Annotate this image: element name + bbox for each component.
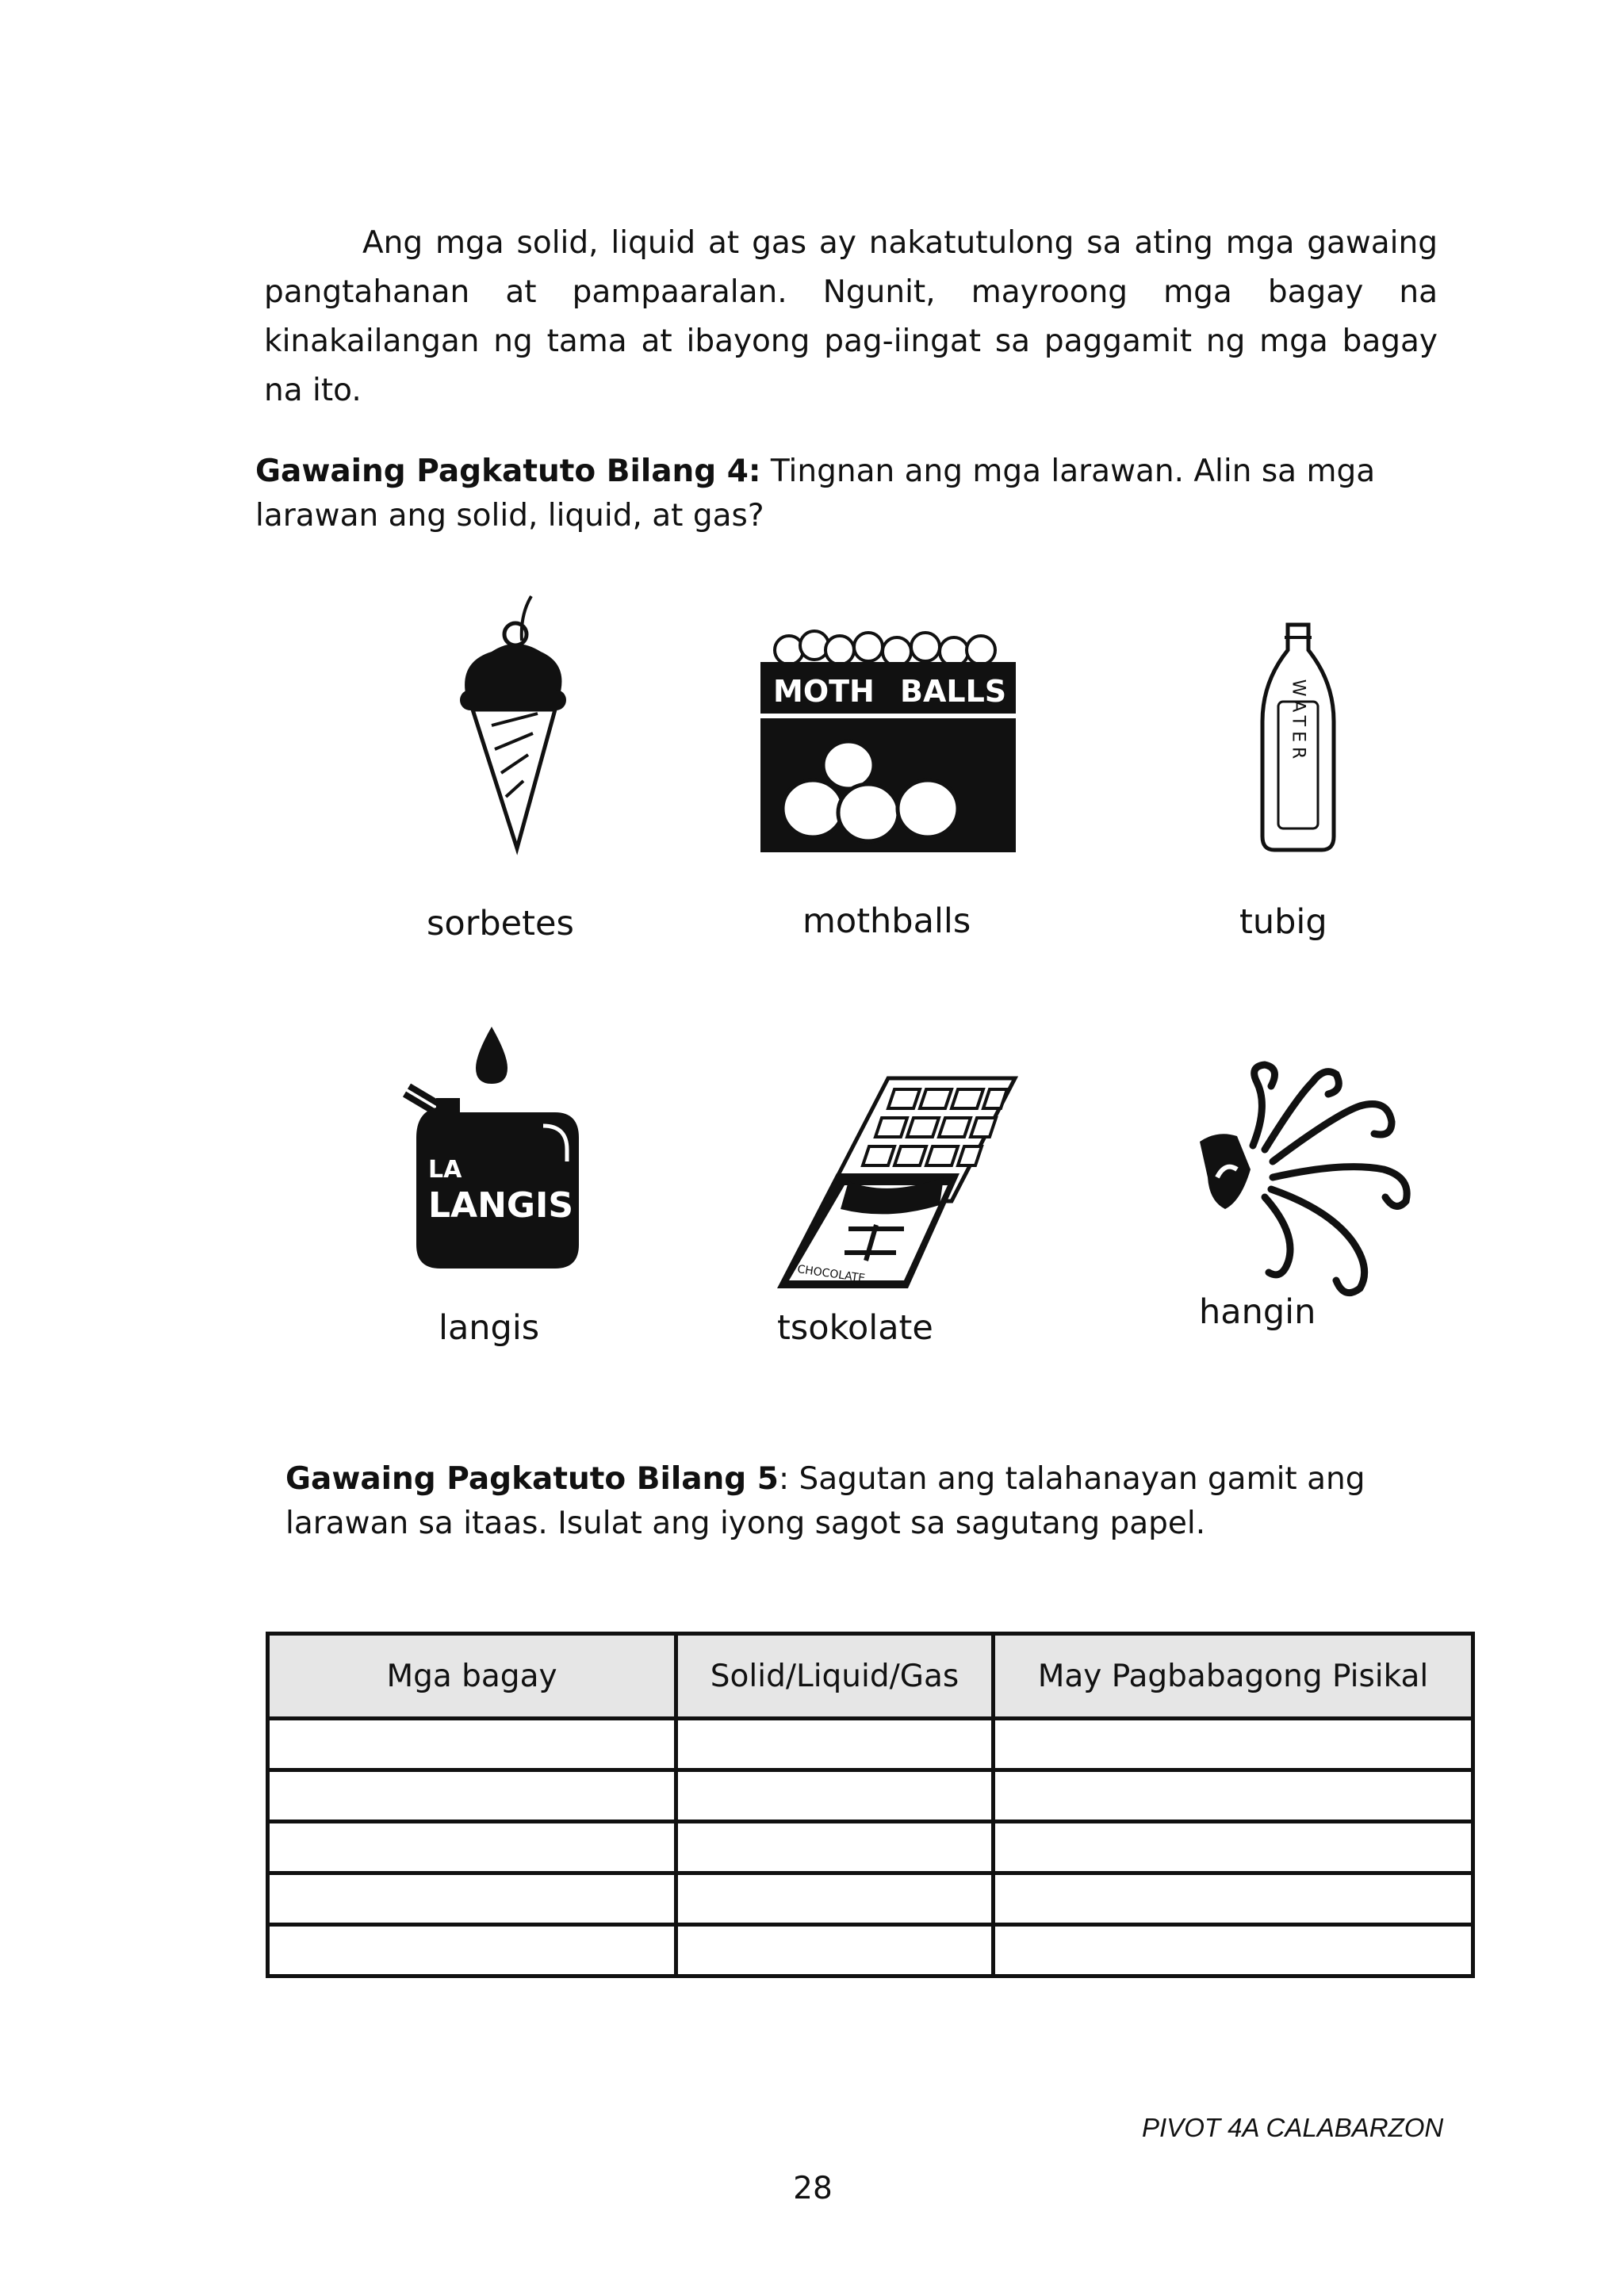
label-mothballs: mothballs (802, 901, 971, 941)
answer-table (266, 1632, 1475, 1978)
activity-5-text: : Sagutan ang talahanayan gamit ang larawan sa itaas. Isulat ang iyong sagot sa sagutang papel. (285, 1461, 1365, 1541)
table-row (268, 1770, 1473, 1822)
header-may-pagbabagong-pisikal: May Pagbabagong Pisikal (994, 1634, 1473, 1719)
activity-5-instruction (285, 1457, 1443, 1546)
table-cell (994, 1770, 1473, 1822)
label-tsokolate: tsokolate (777, 1308, 933, 1348)
table-row (268, 1719, 1473, 1770)
oil-can-icon (389, 1019, 587, 1280)
chocolate-bar-icon (769, 1062, 1023, 1292)
table-cell (994, 1925, 1473, 1976)
table-cell (676, 1770, 994, 1822)
mothballs-box-text-2: BALLS (900, 674, 1007, 709)
activity-5-title: Gawaing Pagkatuto Bilang 5 (285, 1461, 779, 1497)
water-bottle-icon (1247, 618, 1350, 856)
table-cell (268, 1873, 676, 1925)
page-number: 28 (793, 2171, 833, 2206)
mothballs-box-icon (757, 618, 1019, 856)
table-row (268, 1925, 1473, 1976)
table-cell (676, 1873, 994, 1925)
table-cell (676, 1822, 994, 1873)
oil-can-text-1: LA (428, 1156, 462, 1184)
wind-icon (1193, 1050, 1431, 1312)
label-sorbetes: sorbetes (427, 904, 574, 943)
table-cell (268, 1770, 676, 1822)
table-row (268, 1822, 1473, 1873)
table-cell (268, 1822, 676, 1873)
table-cell (994, 1719, 1473, 1770)
mothballs-box-text-1: MOTH (773, 674, 875, 709)
table-header-row (268, 1634, 1473, 1719)
table-cell (268, 1925, 676, 1976)
header-solid-liquid-gas: Solid/Liquid/Gas (676, 1634, 994, 1719)
header-mga-bagay: Mga bagay (268, 1634, 676, 1719)
table-cell (676, 1925, 994, 1976)
label-langis: langis (439, 1308, 540, 1348)
activity-4-title: Gawaing Pagkatuto Bilang 4: (255, 453, 761, 489)
activity-4-instruction (255, 450, 1445, 538)
oil-can-text-2: LANGIS (428, 1185, 574, 1226)
label-hangin: hangin (1199, 1292, 1316, 1332)
table-row (268, 1873, 1473, 1925)
label-tubig: tubig (1239, 902, 1327, 942)
chocolate-wrapper-text: CHOCOLATE (796, 1263, 866, 1285)
table-cell (676, 1719, 994, 1770)
table-cell (994, 1873, 1473, 1925)
table-cell (994, 1822, 1473, 1873)
table-cell (268, 1719, 676, 1770)
footer-code: PIVOT 4A CALABARZON (1142, 2113, 1444, 2142)
water-bottle-text: WATER (1288, 679, 1308, 764)
ice-cream-cone-icon (444, 587, 579, 856)
intro-paragraph: Ang mga solid, liquid at gas ay nakatutulong sa ating mga gawaing pangtahanan at pampaaralan. Ngunit, mayroong mga bagay na kinakailangan ng tama at ibayong pag-iingat sa paggamit ng mga bagay na ito. (264, 225, 1438, 408)
activity-4-text: Tingnan ang mga larawan. Alin sa mga larawan ang solid, liquid, at gas? (255, 453, 1376, 534)
